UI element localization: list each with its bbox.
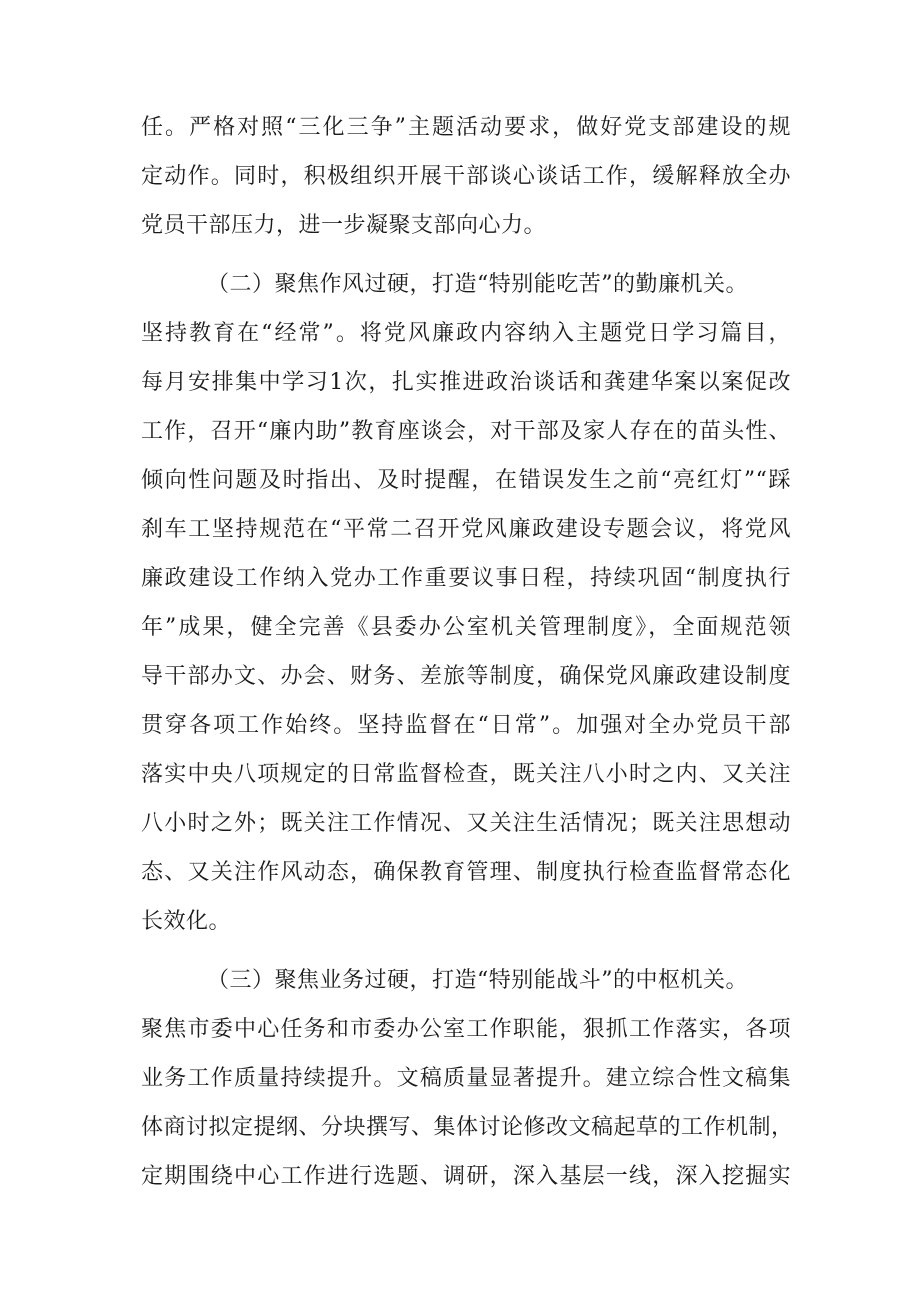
text-line: 刹车工坚持规范在“平常二召开党风廉政建设专题会议，将党风 xyxy=(141,517,791,542)
text-line: 任。严格对照“三化三争”主题活动要求，做好党支部建设的规 xyxy=(141,115,791,140)
text-line: 导干部办文、办会、财务、差旅等制度，确保党风廉政建设制度 xyxy=(141,664,791,689)
document-body xyxy=(141,103,794,1201)
text-line: 廉政建设工作纳入党办工作重要议事日程，持续巩固“制度执行 xyxy=(141,566,791,591)
text-line: 定动作。同时，积极组织开展干部谈心谈话工作，缓解释放全办 xyxy=(141,164,791,189)
text-line: 落实中央八项规定的日常监督检查，既关注八小时之内、又关注 xyxy=(141,762,791,787)
text-line: 年”成果，健全完善《县委办公室机关管理制度》，全面规范领 xyxy=(141,615,791,640)
text-line: 体商讨拟定提纲、分块撰写、集体讨论修改文稿起草的工作机制， xyxy=(141,1115,794,1140)
text-line: 八小时之外；既关注工作情况、又关注生活情况；既关注思想动 xyxy=(141,811,791,836)
text-line: 定期围绕中心工作进行选题、调研，深入基层一线，深入挖掘实 xyxy=(141,1164,791,1189)
text-line: 坚持教育在“经常”。将党风廉政内容纳入主题党日学习篇目， xyxy=(141,321,791,346)
text-line: 聚焦市委中心任务和市委办公室工作职能，狠抓工作落实，各项 xyxy=(141,1017,791,1042)
section-heading-2: （二）聚焦作风过硬，打造“特别能吃苦”的勤廉机关。 xyxy=(207,272,748,297)
section-heading-3: （三）聚焦业务过硬，打造“特别能战斗”的中枢机关。 xyxy=(207,968,748,993)
text-line: 长效化。 xyxy=(141,909,232,934)
text-line: 每月安排集中学习1次，扎实推进政治谈话和龚建华案以案促改 xyxy=(141,370,791,395)
text-line: 贯穿各项工作始终。坚持监督在“日常”。加强对全办党员干部 xyxy=(141,713,791,738)
text-line: 态、又关注作风动态，确保教育管理、制度执行检查监督常态化 xyxy=(141,860,791,885)
text-line: 业务工作质量持续提升。文稿质量显著提升。建立综合性文稿集 xyxy=(141,1066,791,1091)
text-line: 党员干部压力，进一步凝聚支部向心力。 xyxy=(141,213,547,238)
text-line: 倾向性问题及时指出、及时提醒，在错误发生之前“亮红灯”“踩 xyxy=(141,468,791,493)
text-line: 工作，召开“廉内助”教育座谈会，对干部及家人存在的苗头性、 xyxy=(141,419,791,444)
